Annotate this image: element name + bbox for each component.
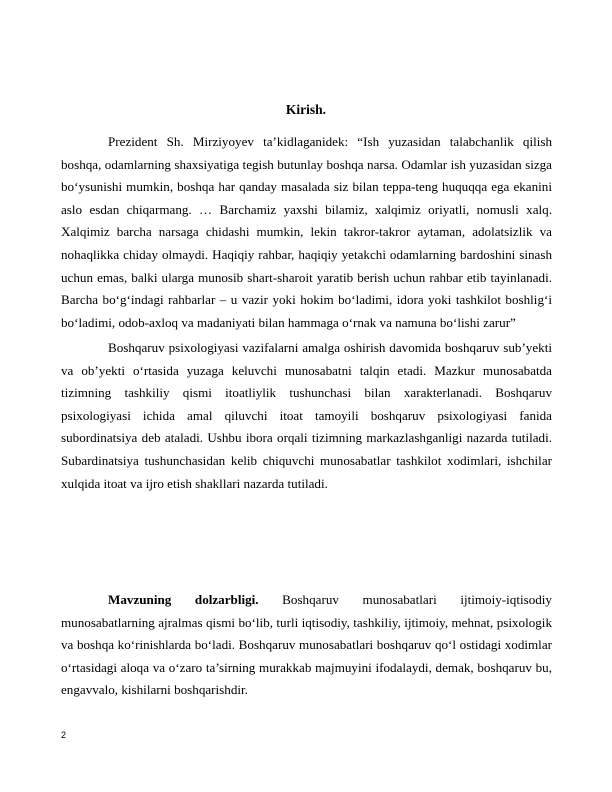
paragraph-relevance bbox=[61, 589, 552, 702]
paragraph-text: Prezident Sh. Mirziyoyev taʼkidlaganidek: “Ish yuzasidan talabchanlik qilish boshqa, odamlarning shaxsiyatiga tegish butunlay boshqa narsa. Odamlar ish yuzasidan sizga boʻysunishi mumkin, boshqa har qanday masalada siz bilan teppa-teng huquqqa ega ekanini aslo esdan chiqarmang. … Barchamiz yaxshi bilamiz, xalqimiz oriyatli, nomusli xalq. Xalqimiz barcha narsaga chidashi mumkin, lekin takror-takror aytaman, adolatsizlik va nohaqlikka chiday olmaydi. Haqiqiy rahbar, haqiqiy yetakchi odamlarning bardoshini sinash uchun emas, balki ularga munosib shart-sharoit yaratib berish uchun rahbar etib tayinlanadi. Barcha boʻgʻindagi rahbarlar – u vazir yoki hokim boʻladimi, idora yoki tashkilot boshligʻi boʻladimi, odob-axloq va madaniyati bilan hammaga oʻrnak va namuna boʻlishi zarur” bbox=[61, 134, 552, 330]
paragraph-text: Boshqaruv munosabatlari ijtimoiy-iqtisodiy munosabatlarning ajralmas qismi boʻlib, turli iqtisodiy, tashkiliy, ijtimoiy, mehnat, psixologik va boshqa koʻrinishlarda boʻladi. Boshqaruv munosabatlari boshqaruv qoʻl ostidagi xodimlar oʻrtasidagi aloqa va oʻzaro ta’sirning murakkab majmuyini ifodalaydi, demak, boshqaruv bu, engavvalo, kishilarni boshqarishdir. bbox=[61, 592, 552, 698]
paragraph-management-psychology bbox=[61, 337, 552, 495]
page-title: Kirish. bbox=[285, 102, 327, 117]
paragraph-text: Boshqaruv psixologiyasi vazifalarni amalga oshirish davomida boshqaruv sub’yekti va ob’yekti oʻrtasida yuzaga keluvchi munosabatni talqin etadi. Mazkur munosabatda tizimning tashkiliy qismi itoatliylik tushunchasi bilan xarakterlanadi. Boshqaruv psixologiyasi ichida amal qiluvchi itoat tamoyili boshqaruv psixologiyasi fanida subordinatsiya deb ataladi. Ushbu ibora orqali tizimning markazlashganligi nazarda tutiladi. Subardinatsiya tushunchasidan kelib chiquvchi munosabatlar tashkilot xodimlari, ishchilar xulqida itoat va ijro etish shakllari nazarda tutiladi. bbox=[61, 340, 552, 491]
paragraph-lead-heading: Mavzuning dolzarbligi. bbox=[108, 592, 259, 607]
paragraph-quote bbox=[61, 131, 552, 334]
page-number: 2 bbox=[61, 730, 67, 740]
